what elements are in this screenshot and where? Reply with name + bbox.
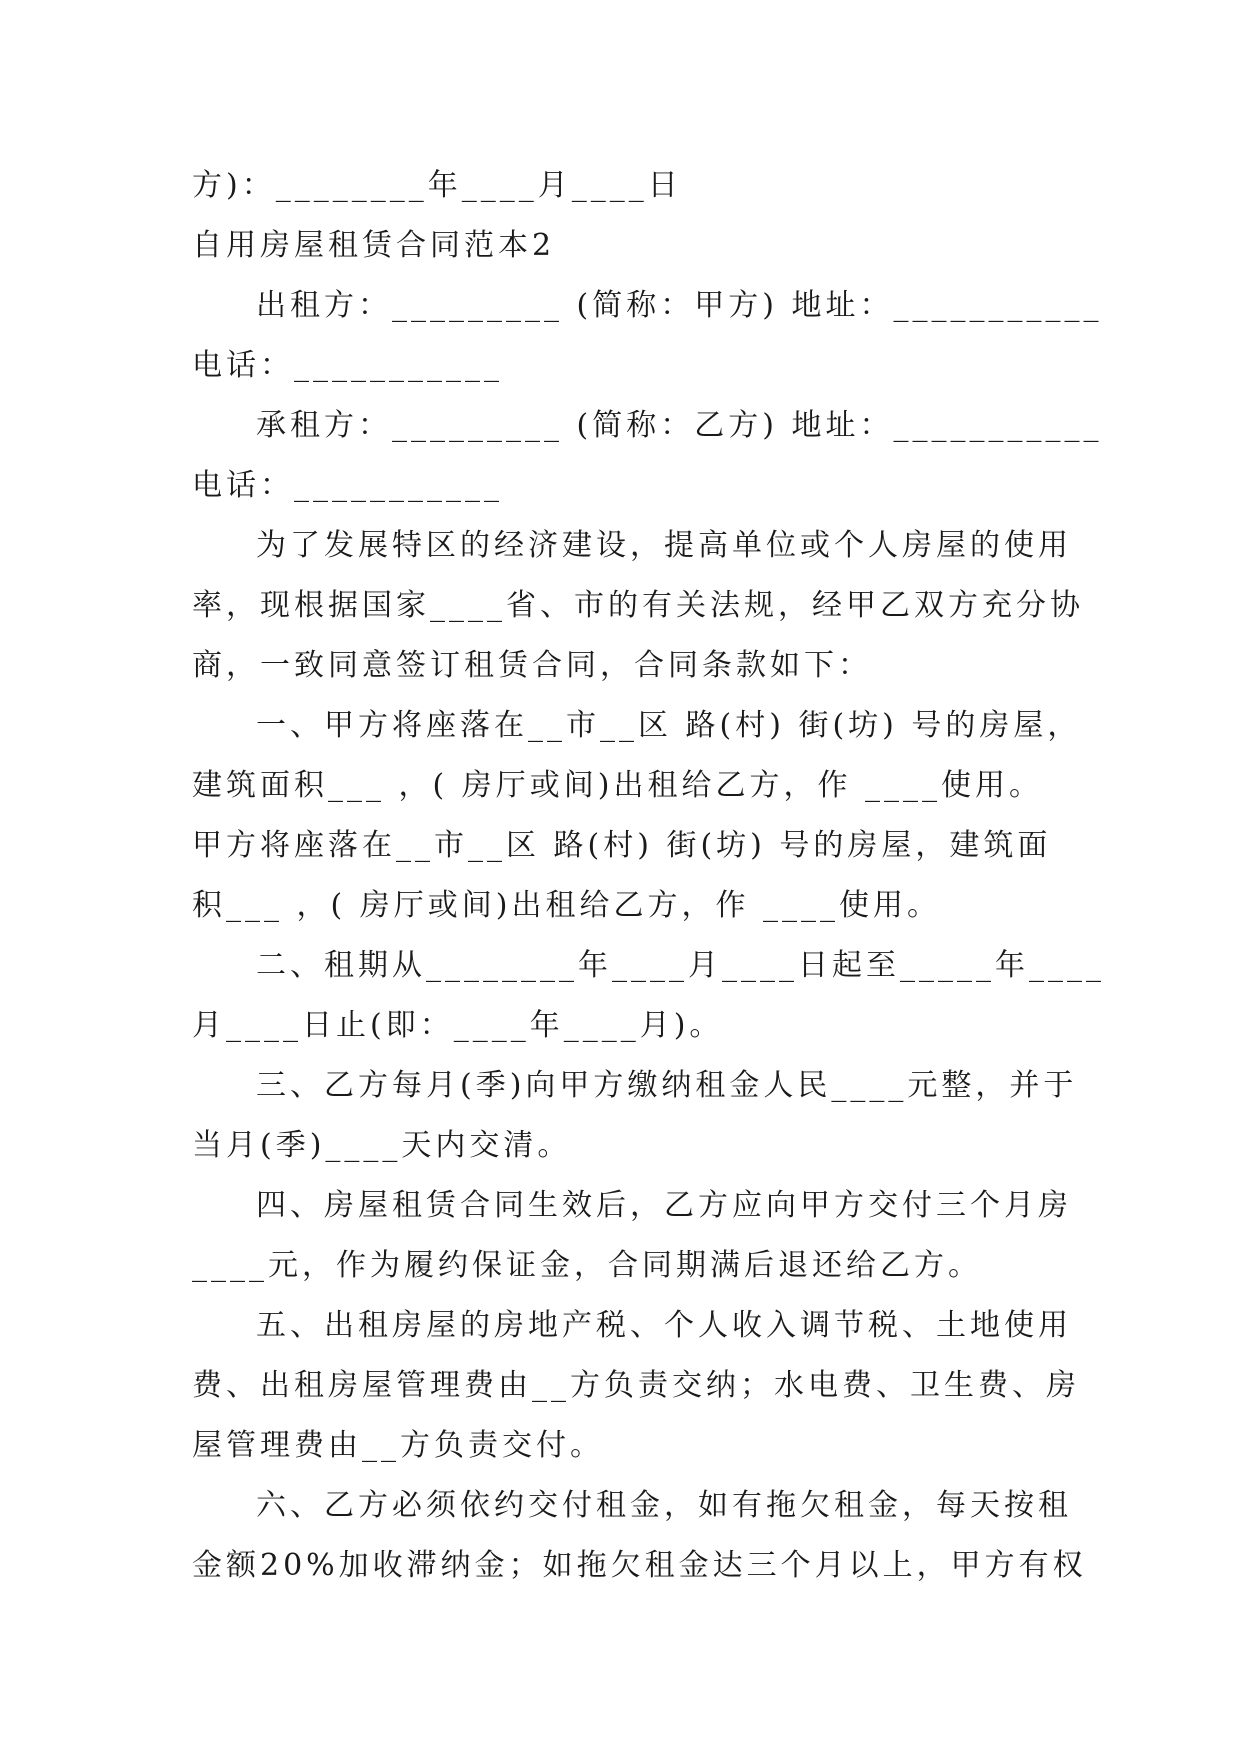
text-line: 金额20%加收滞纳金；如拖欠租金达三个月以上，甲方有权 — [192, 1548, 1087, 1583]
text-line: 出租方：_________ (简称：甲方) 地址：___________ — [256, 288, 1103, 323]
text-line: 当月(季)____天内交清。 — [192, 1128, 572, 1163]
document-title: 自用房屋租赁合同范本2 — [192, 228, 556, 263]
text-line: 二、租期从________年____月____日起至_____年____ — [256, 948, 1105, 983]
text-line: 建筑面积___ ，( 房厅或间)出租给乙方，作 ____使用。 — [192, 768, 1044, 803]
text-line: 承租方：_________ (简称：乙方) 地址：___________ — [256, 408, 1103, 443]
text-line: 甲方将座落在__市__区 路(村) 街(坊) 号的房屋，建筑面 — [192, 828, 1052, 863]
text-line: 六、乙方必须依约交付租金，如有拖欠租金，每天按租 — [256, 1488, 1072, 1523]
text-line: 电话：___________ — [192, 348, 503, 383]
text-line: 一、甲方将座落在__市__区 路(村) 街(坊) 号的房屋， — [256, 708, 1082, 743]
text-line: ____元，作为履约保证金，合同期满后退还给乙方。 — [192, 1248, 982, 1283]
text-line: 五、出租房屋的房地产税、个人收入调节税、土地使用 — [256, 1308, 1072, 1343]
text-line: 费、出租房屋管理费由__方负责交纳；水电费、卫生费、房 — [192, 1368, 1080, 1403]
text-line: 电话：___________ — [192, 468, 503, 503]
text-line: 三、乙方每月(季)向甲方缴纳租金人民____元整，并于 — [256, 1068, 1078, 1103]
text-line: 月____日止(即：____年____月)。 — [192, 1008, 724, 1043]
document-body — [192, 156, 1105, 1596]
text-line: 积___ ，( 房厅或间)出租给乙方，作 ____使用。 — [192, 888, 942, 923]
text-line: 方)：________年____月____日 — [192, 168, 682, 203]
text-line: 商，一致同意签订租赁合同，合同条款如下： — [192, 648, 872, 683]
text-line: 四、房屋租赁合同生效后，乙方应向甲方交付三个月房 — [256, 1188, 1072, 1223]
text-line: 屋管理费由__方负责交付。 — [192, 1428, 604, 1463]
text-line: 为了发展特区的经济建设，提高单位或个人房屋的使用 — [256, 528, 1072, 563]
text-line: 率，现根据国家____省、市的有关法规，经甲乙双方充分协 — [192, 588, 1084, 623]
